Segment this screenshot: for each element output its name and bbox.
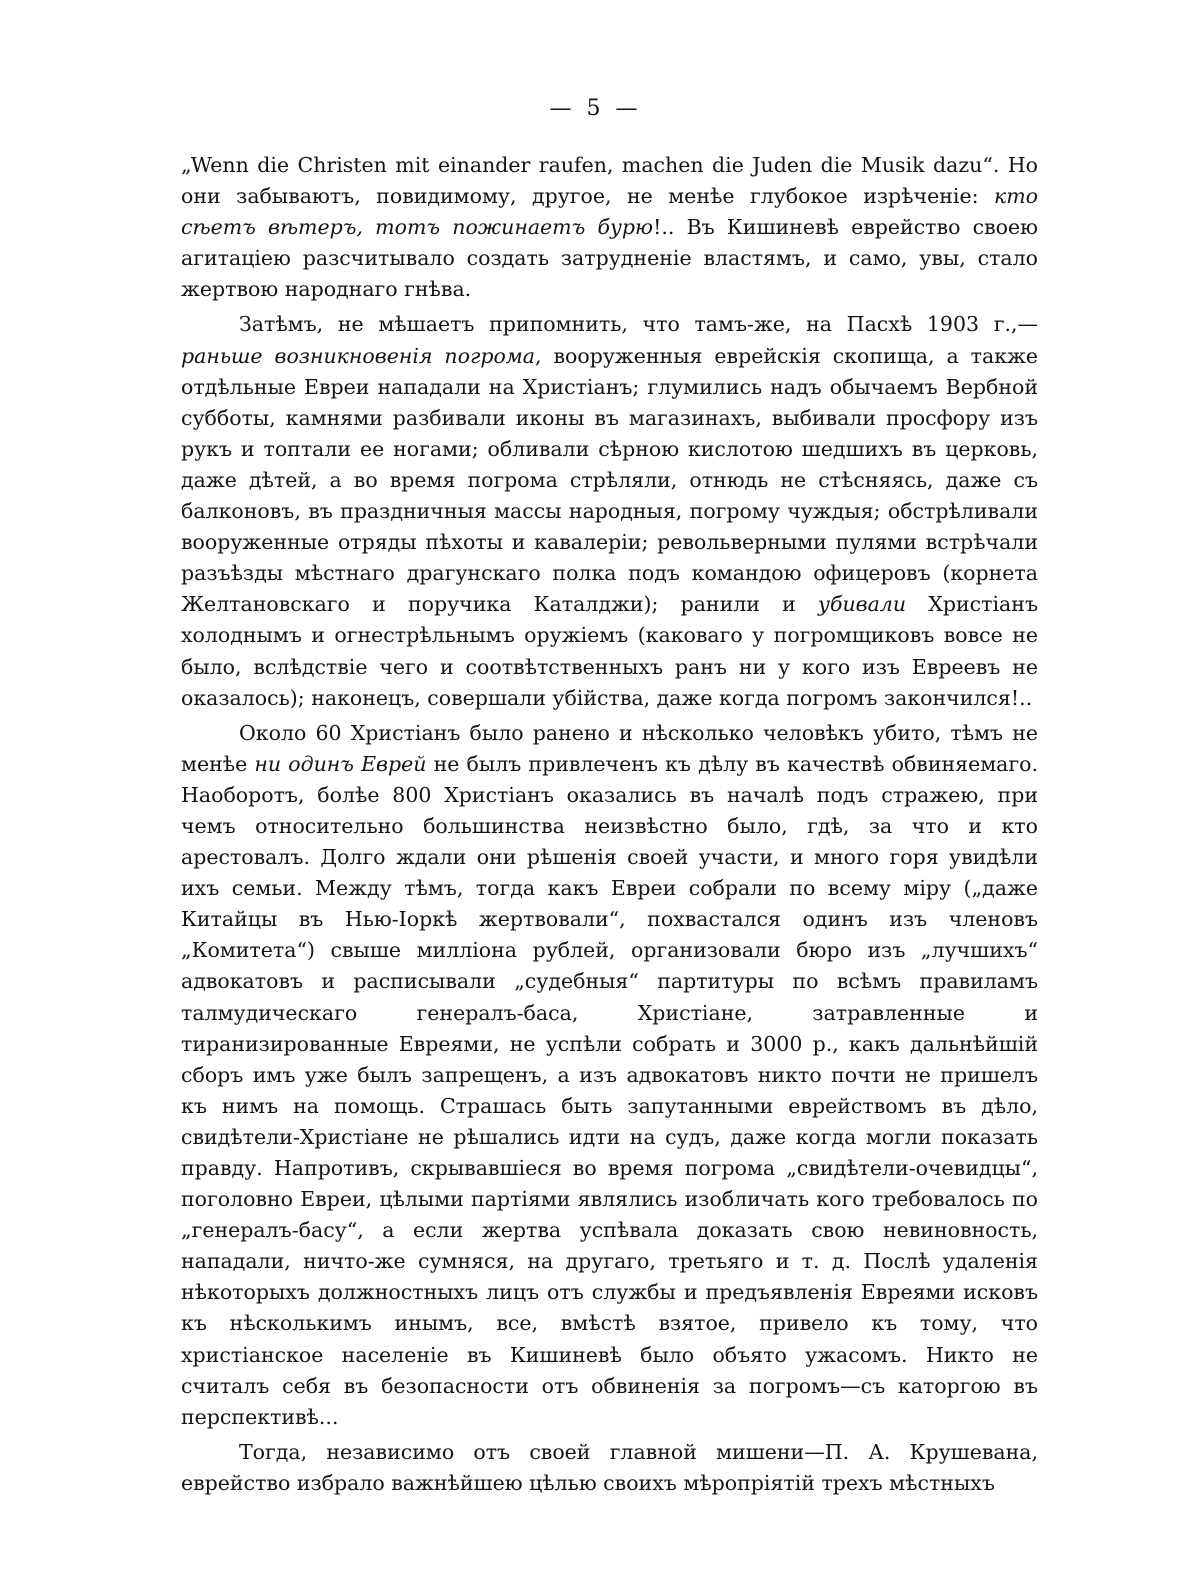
paragraph-1 — [181, 150, 1038, 305]
paragraph-4 — [181, 1437, 1038, 1499]
text-run: , вооруженныя еврейскія скопища, а также отдѣльные Евреи нападали на Христіанъ; глумились надъ обычаемъ Вербной субботы, камнями разбивали иконы въ магазинахъ, выбивали просфору изъ рукъ и топтали ее ногами; обливали сѣрною кислотою шедшихъ въ церковь, даже дѣтей, а во время погрома стрѣляли, отнюдь не стѣсняясь, даже съ балконовъ, въ праздничныя массы народныя, погрому чуждыя; обстрѣливали вооруженные отряды пѣхоты и кавалеріи; револьверными пулями встрѣчали разъѣзды мѣстнаго драгунскаго полка подъ командою офицеровъ (корнета Желтановскаго и поручика Каталджи); ранили и — [181, 343, 1039, 617]
italic-run: убивали — [818, 592, 907, 617]
text-run: !.. Въ Кишиневѣ еврейство своею агитаціею разсчитывало создать затрудненіе властямъ, и само, увы, стало жертвою народнаго гнѣва. — [181, 215, 1038, 302]
text-run: Христіанъ холоднымъ и огнестрѣльнымъ оружіемъ (каковаго у погромщиковъ вовсе не было, вслѣдствіе чего и соотвѣтственныхъ ранъ ни у кого изъ Евреевъ не оказалось); наконецъ, совершали убійства, даже когда погромъ закончился!.. — [181, 592, 1038, 710]
italic-run: раньше возникновенія погрома — [181, 343, 536, 368]
body-text — [181, 150, 1038, 1499]
text-run: Затѣмъ, не мѣшаетъ припомнить, что тамъ-же, на Пасхѣ 1903 г.,— — [239, 312, 1038, 337]
italic-run: ни одинъ Еврей — [254, 751, 427, 776]
text-run: Тогда, независимо отъ своей главной мишени—П. А. Крушевана, еврейство избрало важнѣйшею цѣлью своихъ мѣропріятій трехъ мѣстныхъ — [181, 1439, 1038, 1495]
paragraph-3 — [181, 718, 1038, 1433]
text-run: „Wenn die Christen mit einander raufen, machen die Juden die Musik dazu“. Но они забываютъ, повидимому, другое, не менѣе глубокое изрѣченіе: — [181, 153, 1038, 209]
text-run: не былъ привлеченъ къ дѣлу въ качествѣ обвиняемаго. Наоборотъ, болѣе 800 Христіанъ оказались въ началѣ подъ стражею, при чемъ относительно большинства неизвѣстно было, гдѣ, за что и кто арестовалъ. Долго ждали они рѣшенія своей участи, и много горя увидѣли ихъ семьи. Между тѣмъ, тогда какъ Евреи собрали по всему міру („даже Китайцы въ Нью-Іоркѣ жертвовали“, похвастался одинъ изъ членовъ „Комитета“) свыше милліона рублей, организовали бюро изъ „лучшихъ“ адвокатовъ и расписывали „судебныя“ партитуры по всѣмъ правиламъ талмудическаго генералъ-баса, Христіане, затравленные и тиранизированные Евреями, не успѣли собрать и 3000 р., какъ дальнѣйшій сборъ имъ уже былъ запрещенъ, а изъ адвокатовъ никто почти не пришелъ къ нимъ на помощь. Страшась быть запутанными еврействомъ въ дѣло, свидѣтели-Христіане не рѣшались идти на судъ, даже когда могли показать правду. Напротивъ, скрывавшіеся во время погрома „свидѣтели-очевидцы“, поголовно Евреи, цѣлыми партіями являлись изобличать кого требовалось по „генералъ-басу“, а если жертва успѣвала доказать свою невиновность, нападали, ничто-же сумняся, на другаго, третьяго и т. д. Послѣ удаленія нѣкоторыхъ должностныхъ лицъ отъ службы и предъявленія Евреями исковъ къ нѣсколькимъ инымъ, все, вмѣстѣ взятое, привело къ тому, что христіанское населеніе въ Кишиневѣ было объято ужасомъ. Никто не считалъ себя въ безопасности отъ обвиненія за погромъ—съ каторгою въ перспективѣ... — [181, 751, 1038, 1429]
text-run: Около 60 Христіанъ было ранено и нѣсколько человѣкъ убито, тѣмъ не менѣе — [181, 720, 1038, 776]
page-number: — 5 — — [549, 96, 642, 121]
paragraph-2 — [181, 309, 1038, 713]
italic-run: кто сѣетъ вѣтеръ, тотъ пожинаетъ бурю — [181, 184, 1038, 240]
